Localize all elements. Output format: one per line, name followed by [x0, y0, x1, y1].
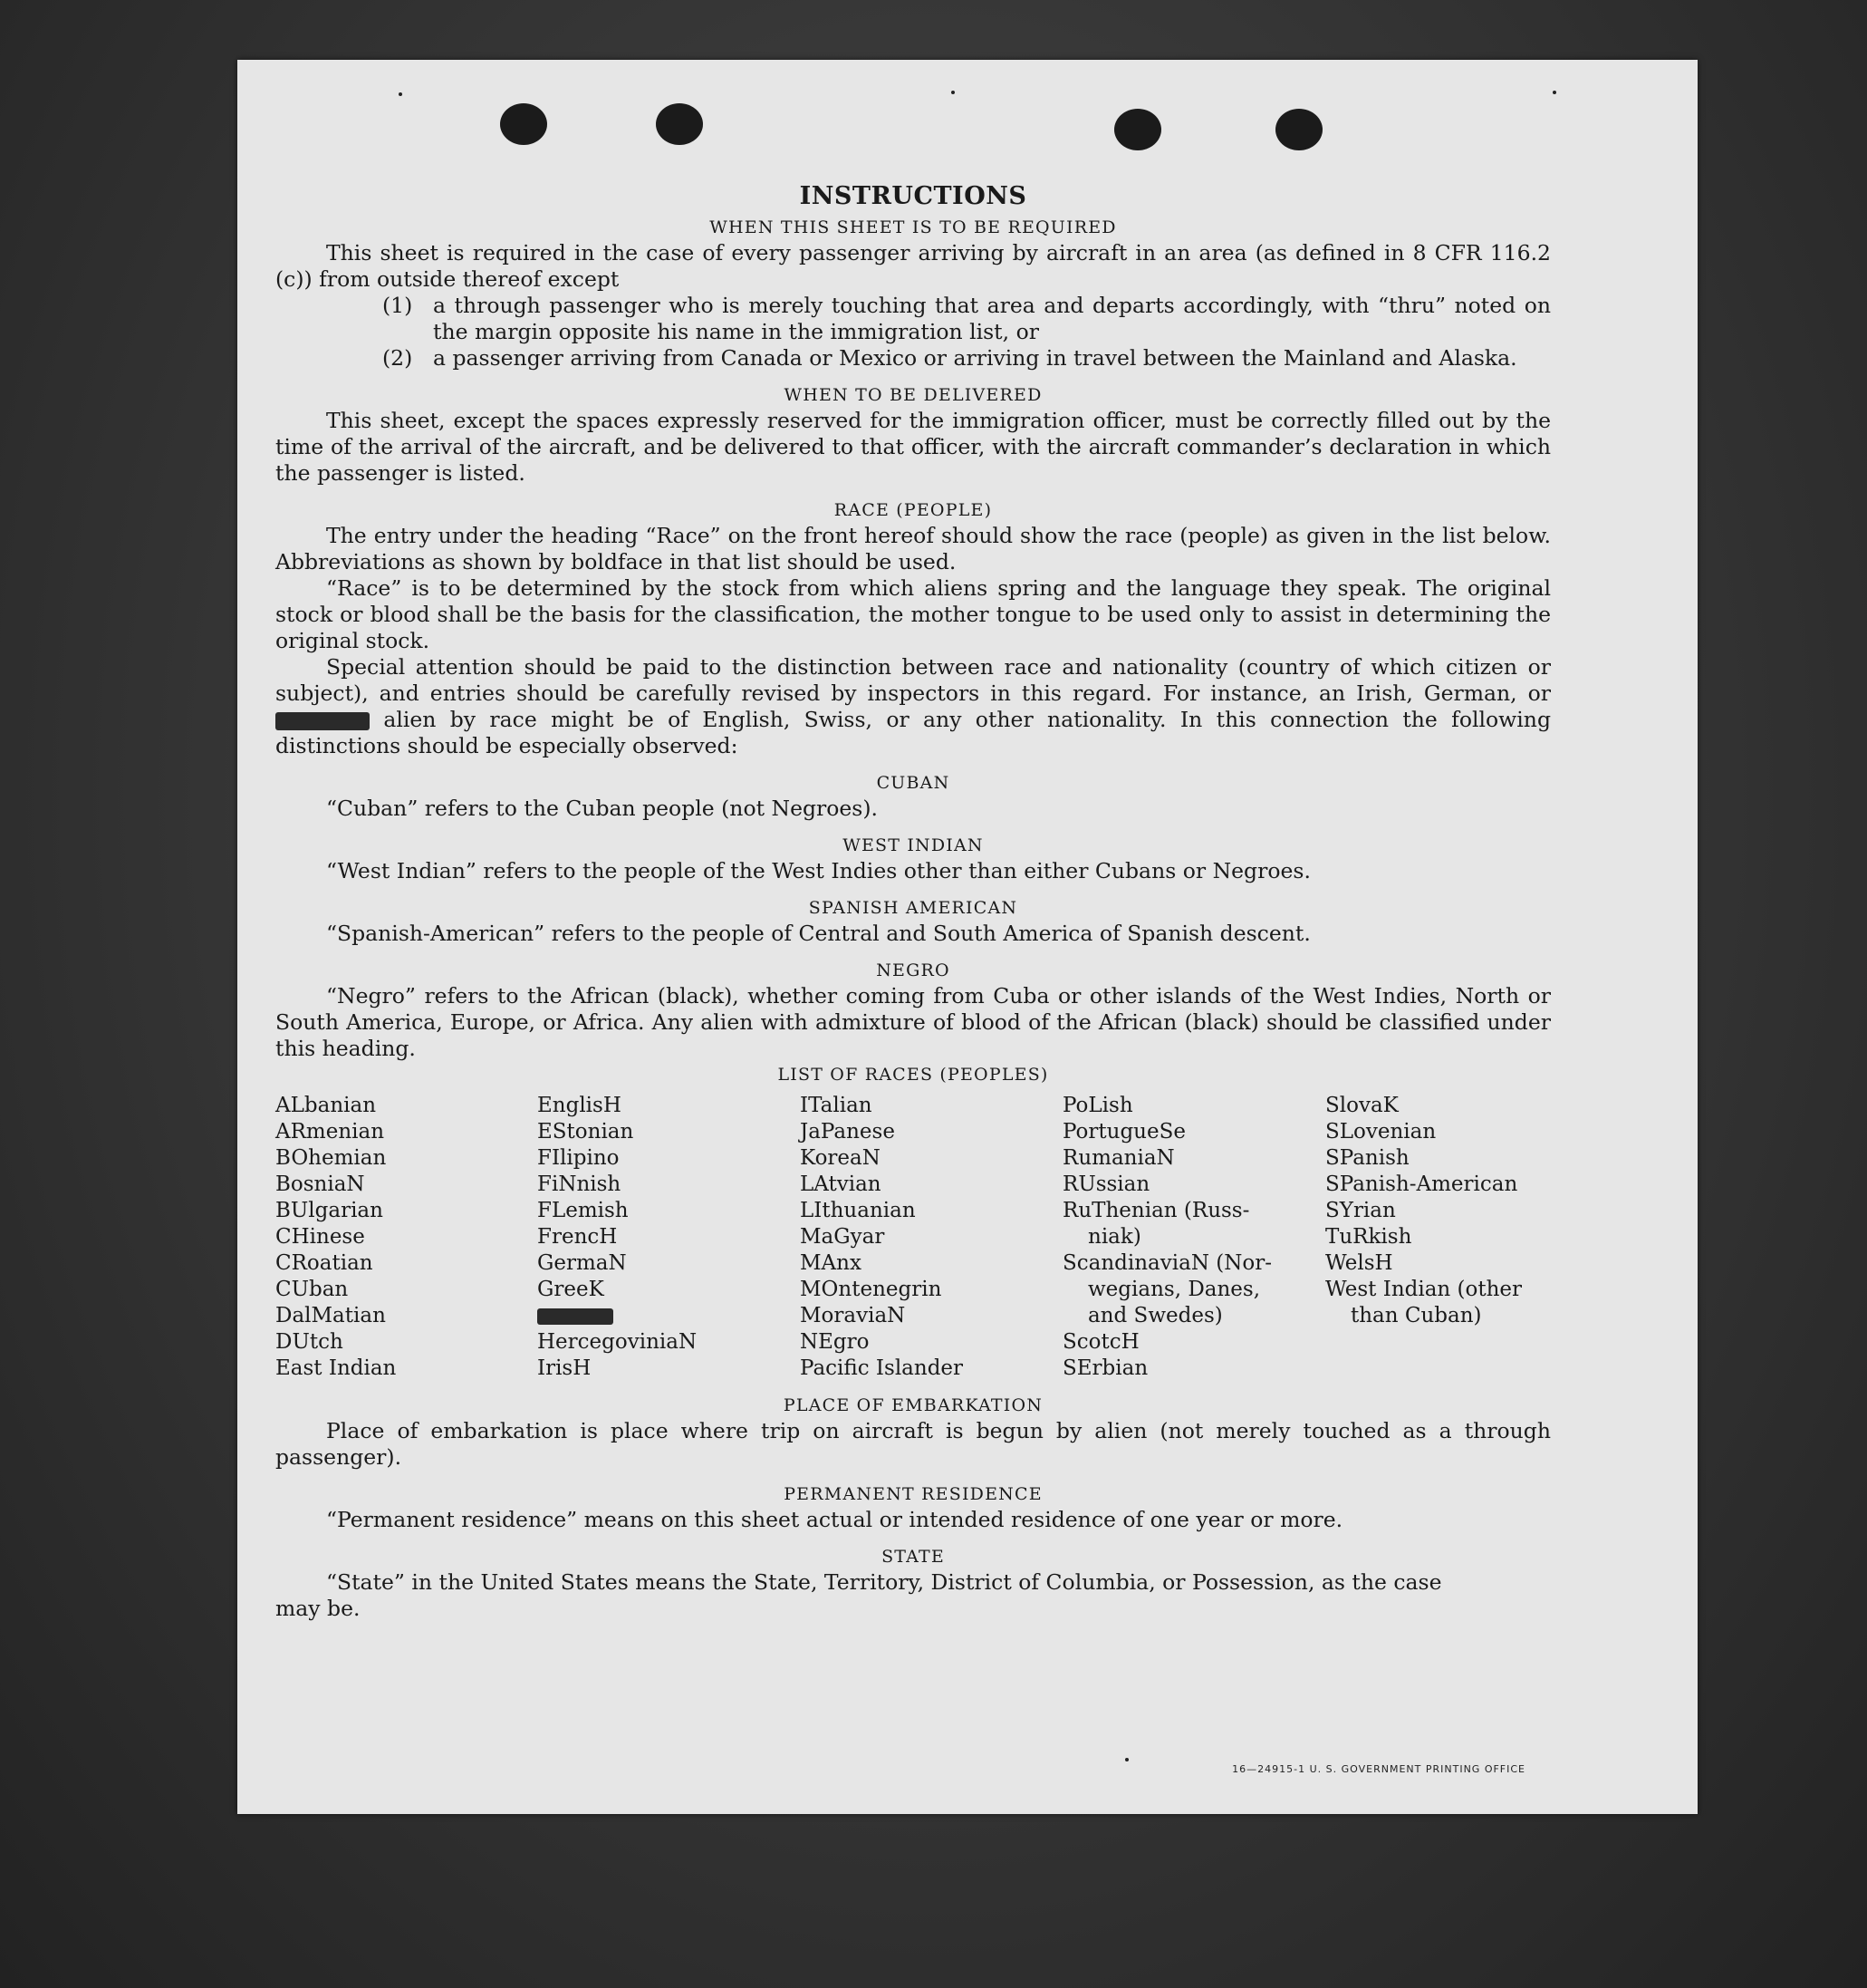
- races-column: [1063, 1093, 1325, 1382]
- race-entry: SLovenian: [1325, 1120, 1437, 1144]
- race-entry: TuRkish: [1325, 1225, 1412, 1249]
- exception-text: a through passenger who is merely touching that area and departs accordingly, with “thru” noted on the margin opposite his name in the immigration list, or: [433, 293, 1551, 344]
- race-entry: WelsH: [1325, 1251, 1393, 1275]
- race-entry: PortugueSe: [1063, 1120, 1186, 1144]
- race-entry: RuThenian (Russ-: [1063, 1199, 1250, 1222]
- exception-text: a passenger arriving from Canada or Mexico or arriving in travel between the Mainland and Alaska.: [433, 345, 1517, 371]
- races-list: [275, 1093, 1551, 1382]
- race-entry: CHinese: [275, 1225, 365, 1249]
- document-page: [237, 60, 1698, 1814]
- residence-text: “Permanent residence” means on this sheet actual or intended residence of one year or more.: [326, 1507, 1343, 1532]
- section-heading-list-of-races: LIST OF RACES (PEOPLES): [777, 1065, 1049, 1085]
- race-entry: RUssian: [1063, 1173, 1150, 1196]
- race-paragraph-part: alien by race might be of English, Swiss, or any other nationality. In this connection the following distinctions should be especially observed:: [275, 707, 1551, 758]
- section-heading-race: RACE (PEOPLE): [833, 500, 993, 520]
- race-entry: SYrian: [1325, 1199, 1396, 1222]
- race-entry: ARmenian: [275, 1120, 385, 1144]
- race-entry: MOntenegrin: [800, 1278, 942, 1301]
- race-entry: East Indian: [275, 1356, 397, 1380]
- race-entry: ALbanian: [275, 1094, 377, 1117]
- race-entry: BosniaN: [275, 1173, 365, 1196]
- printing-office-imprint: 16—24915-1 U. S. GOVERNMENT PRINTING OFFICE: [1232, 1763, 1525, 1775]
- race-entry: West Indian (other: [1325, 1278, 1523, 1301]
- race-entry: EStonian: [537, 1120, 634, 1144]
- punch-hole: [1114, 109, 1161, 150]
- race-entry: EnglisH: [537, 1094, 621, 1117]
- negro-text: “Negro” refers to the African (black), whether coming from Cuba or other islands of the West Indies, North or South America, Europe, or Africa. Any alien with admixture of blood of the African (black) should be classified under this heading.: [275, 983, 1551, 1061]
- race-entry-redacted: [537, 1303, 800, 1329]
- section-heading-when-required: WHEN THIS SHEET IS TO BE REQUIRED: [709, 217, 1117, 237]
- punch-hole: [656, 103, 703, 145]
- race-entry: LIthuanian: [800, 1199, 916, 1222]
- race-entry: FIlipino: [537, 1146, 620, 1170]
- races-column: [800, 1093, 1063, 1382]
- section-heading-cuban: CUBAN: [876, 773, 950, 793]
- race-entry: SErbian: [1063, 1356, 1149, 1380]
- race-entry: SPanish-American: [1325, 1173, 1518, 1196]
- race-entry: DalMatian: [275, 1304, 386, 1327]
- section-heading-negro: NEGRO: [876, 960, 950, 980]
- page-title: INSTRUCTIONS: [799, 182, 1027, 210]
- races-column: [275, 1093, 537, 1382]
- section-heading-spanish-american: SPANISH AMERICAN: [808, 898, 1018, 918]
- punch-hole: [500, 103, 547, 145]
- races-column: [537, 1093, 800, 1382]
- section-heading-west-indian: WEST INDIAN: [842, 835, 984, 855]
- race-entry: BUlgarian: [275, 1199, 383, 1222]
- race-entry: GreeK: [537, 1278, 604, 1301]
- races-column: [1325, 1093, 1551, 1382]
- scan-speck: [399, 92, 402, 96]
- cuban-text: “Cuban” refers to the Cuban people (not Negroes).: [326, 796, 879, 821]
- race-entry: MaGyar: [800, 1225, 885, 1249]
- race-entry: DUtch: [275, 1330, 343, 1354]
- redaction-mark: [537, 1308, 613, 1325]
- race-entry: ScandinaviaN (Nor-: [1063, 1251, 1272, 1275]
- race-entry-continuation: niak): [1088, 1225, 1141, 1249]
- spanish-american-text: “Spanish-American” refers to the people of Central and South America of Spanish descent.: [326, 921, 1311, 946]
- west-indian-text: “West Indian” refers to the people of the West Indies other than either Cubans or Negroes.: [326, 858, 1311, 883]
- exception-number: (2): [382, 345, 413, 371]
- race-paragraph: “Race” is to be determined by the stock from which aliens spring and the language they speak. The original stock or blood shall be the basis for the classification, the mother tongue to be used only to assist in determining the original stock.: [275, 575, 1551, 653]
- race-entry: CRoatian: [275, 1251, 373, 1275]
- race-entry: BOhemian: [275, 1146, 387, 1170]
- instructions-body: [275, 183, 1551, 1622]
- race-entry: CUban: [275, 1278, 349, 1301]
- scan-speck: [951, 91, 955, 94]
- race-entry: SPanish: [1325, 1146, 1410, 1170]
- exception-number: (1): [382, 293, 413, 318]
- race-entry: HercegoviniaN: [537, 1330, 698, 1354]
- section-heading-embarkation: PLACE OF EMBARKATION: [783, 1395, 1044, 1415]
- state-text-continued: may be.: [275, 1596, 361, 1621]
- race-entry: NEgro: [800, 1330, 870, 1354]
- race-entry: SlovaK: [1325, 1094, 1399, 1117]
- race-paragraph-part: Special attention should be paid to the distinction between race and nationality (country of which citizen or subject), and entries should be carefully revised by inspectors in this regard. For instance, an Irish, German, or: [275, 654, 1551, 706]
- scan-speck: [1553, 91, 1556, 94]
- section-heading-residence: PERMANENT RESIDENCE: [784, 1484, 1043, 1504]
- scan-speck: [1125, 1758, 1129, 1761]
- race-entry: RumaniaN: [1063, 1146, 1175, 1170]
- section-heading-state: STATE: [881, 1547, 945, 1567]
- race-paragraph: The entry under the heading “Race” on the front hereof should show the race (people) as given in the list below. Abbreviations as shown by boldface in that list should be used.: [275, 523, 1551, 574]
- section-heading-when-delivered: WHEN TO BE DELIVERED: [784, 385, 1043, 405]
- race-entry: FrencH: [537, 1225, 618, 1249]
- exception-item: [382, 345, 1551, 372]
- race-entry: KoreaN: [800, 1146, 881, 1170]
- race-entry: LAtvian: [800, 1173, 881, 1196]
- race-entry: FLemish: [537, 1199, 629, 1222]
- when-delivered-text: This sheet, except the spaces expressly reserved for the immigration officer, must be correctly filled out by the time of the arrival of the aircraft, and be delivered to that officer, with the aircraft commander’s declaration in which the passenger is listed.: [275, 408, 1551, 486]
- race-entry: JaPanese: [800, 1120, 895, 1144]
- race-entry: ScotcH: [1063, 1330, 1140, 1354]
- race-entry-continuation: and Swedes): [1088, 1304, 1223, 1327]
- race-paragraph: [275, 654, 1551, 759]
- embarkation-text: Place of embarkation is place where trip on aircraft is begun by alien (not merely touched as a through passenger).: [275, 1418, 1551, 1470]
- race-entry: GermaN: [537, 1251, 627, 1275]
- race-entry: Pacific Islander: [800, 1356, 964, 1380]
- race-entry: ITalian: [800, 1094, 872, 1117]
- state-text: “State” in the United States means the State, Territory, District of Columbia, or Possession, as the case: [326, 1569, 1442, 1595]
- race-entry-continuation: wegians, Danes,: [1088, 1278, 1261, 1301]
- race-entry: MAnx: [800, 1251, 861, 1275]
- race-entry: IrisH: [537, 1356, 592, 1380]
- race-entry: MoraviaN: [800, 1304, 906, 1327]
- punch-hole: [1275, 109, 1323, 150]
- exception-item: [382, 293, 1551, 345]
- when-required-intro: This sheet is required in the case of every passenger arriving by aircraft in an area (as defined in 8 CFR 116.2 (c)) from outside thereof except: [275, 240, 1551, 292]
- race-entry: FiNnish: [537, 1173, 621, 1196]
- redaction-mark: [275, 712, 370, 730]
- race-entry: PoLish: [1063, 1094, 1133, 1117]
- race-entry-continuation: than Cuban): [1351, 1304, 1482, 1327]
